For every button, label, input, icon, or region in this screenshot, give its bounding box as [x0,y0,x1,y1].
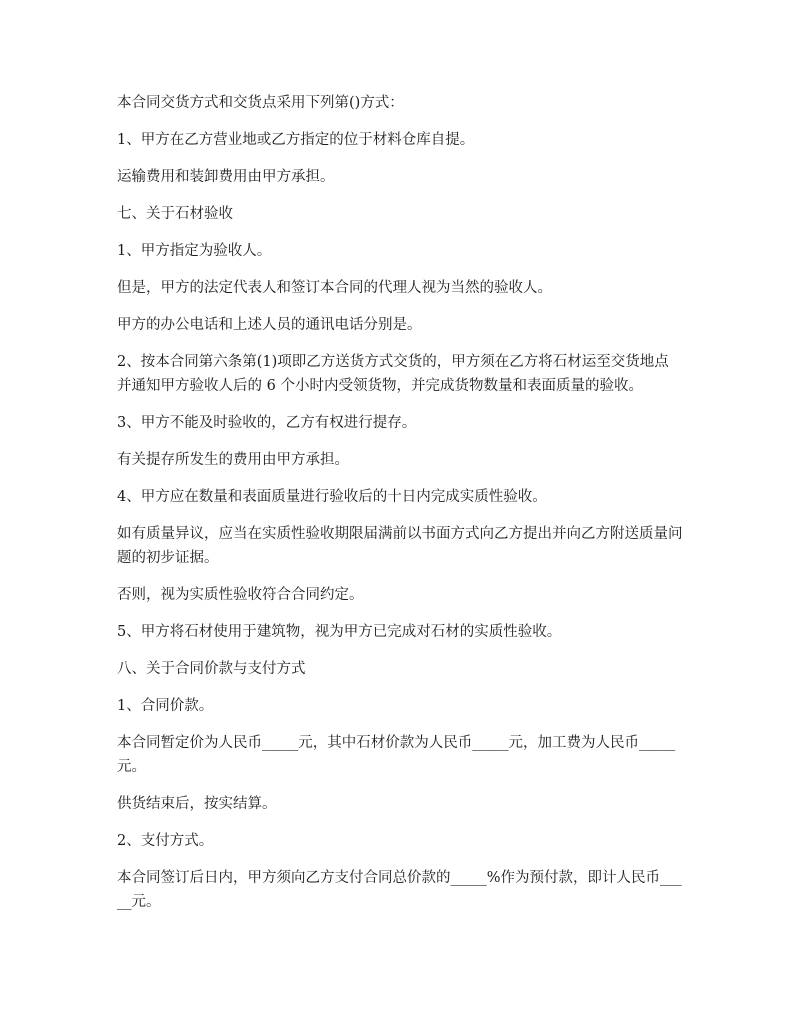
paragraph-settlement: 供货结束后，按实结算。 [117,796,277,812]
paragraph-substantive-acceptance: 4、甲方应在数量和表面质量进行验收后的十日内完成实质性验收。 [117,489,547,505]
paragraph-phone: 甲方的办公电话和上述人员的通讯电话分别是。 [117,317,422,333]
paragraph-transport-cost: 运输费用和装卸费用由甲方承担。 [117,169,335,185]
paragraph-contract-price-heading: 1、合同价款。 [117,698,214,714]
paragraph-quality-objection: 如有质量异议，应当在实质性验收期限届满前以书面方式向乙方提出并向乙方附送质量问题的初步证据。 [117,526,683,566]
paragraph-delivery-method: 本合同交货方式和交货点采用下列第()方式： [117,95,404,111]
paragraph-advance-payment: 本合同签订后日内，甲方须向乙方支付合同总价款的_____%作为预付款，即计人民币_____元。 [117,870,682,910]
paragraph-payment-method-heading: 2、支付方式。 [117,833,214,849]
paragraph-delivery-acceptance: 2、按本合同第六条第(1)项即乙方送货方式交货的，甲方须在乙方将石材运至交货地点并通知甲方验收人后的 6 个小时内受领货物，并完成货物数量和表面质量的验收。 [117,354,669,394]
document-body [117,91,683,927]
paragraph-self-pickup: 1、甲方在乙方营业地或乙方指定的位于材料仓库自提。 [117,132,475,148]
paragraph-acceptor: 1、甲方指定为验收人。 [117,243,272,259]
paragraph-late-acceptance: 3、甲方不能及时验收的，乙方有权进行提存。 [117,415,417,431]
paragraph-otherwise: 否则，视为实质性验收符合合同约定。 [117,587,364,603]
paragraph-legal-representative: 但是，甲方的法定代表人和签订本合同的代理人视为当然的验收人。 [117,280,552,296]
paragraph-building-use: 5、甲方将石材使用于建筑物，视为甲方已完成对石材的实质性验收。 [117,624,562,640]
paragraph-storage-cost: 有关提存所发生的费用由甲方承担。 [117,452,349,468]
section-heading-acceptance: 七、关于石材验收 [117,206,233,222]
paragraph-contract-price: 本合同暂定价为人民币_____元，其中石材价款为人民币_____元，加工费为人民币_____元。 [117,735,676,775]
section-heading-price-payment: 八、关于合同价款与支付方式 [117,661,306,677]
